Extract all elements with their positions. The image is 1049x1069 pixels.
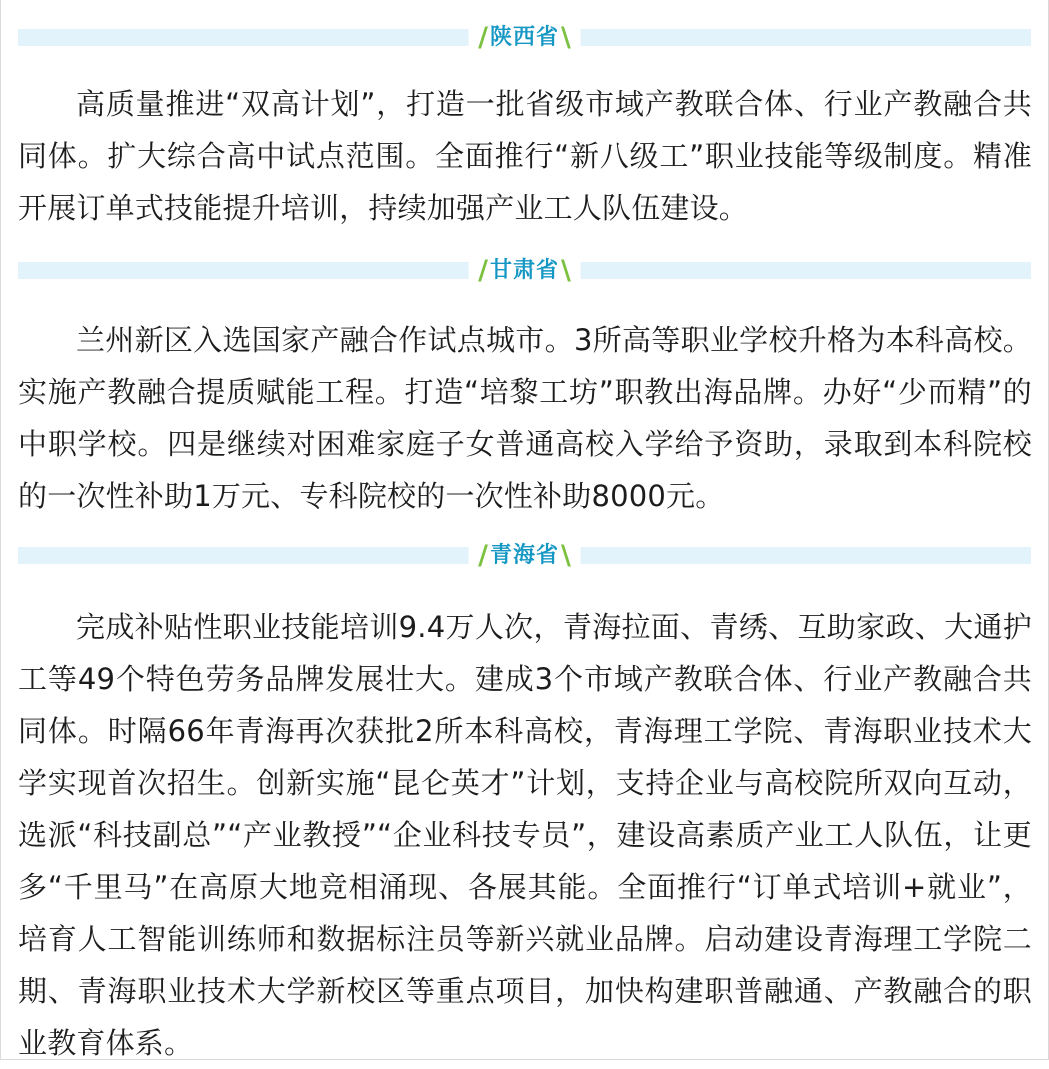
slash-right-icon: \ bbox=[561, 540, 571, 571]
header-title-wrap bbox=[468, 541, 581, 571]
section-header-gansu bbox=[18, 256, 1031, 286]
section-title: 甘肃省 bbox=[489, 258, 560, 283]
section-header-shaanxi bbox=[18, 23, 1031, 53]
slash-right-icon: \ bbox=[561, 255, 571, 286]
section-paragraph-qinghai: 完成补贴性职业技能培训9.4万人次，青海拉面、青绣、互助家政、大通护工等49个特色劳务品牌发展壮大。建成3个市域产教联合体、行业产教融合共同体。时隔66年青海再次获批2所本科高校，青海理工学院、青海职业技术大学实现首次招生。创新实施“昆仑英才”计划，支持企业与高校院所双向互动，选派“科技副总”“产业教授”“企业科技专员”，建设高素质产业工人队伍，让更多“千里马”在高原大地竞相涌现、各展其能。全面推行“订单式培训+就业”，培育人工智能训练师和数据标注员等新兴就业品牌。启动建设青海理工学院二期、青海职业技术大学新校区等重点项目，加快构建职普融通、产教融合的职业教育体系。 bbox=[18, 610, 1032, 1060]
slash-left-icon: / bbox=[478, 255, 488, 286]
section-paragraph-gansu: 兰州新区入选国家产融合作试点城市。3所高等职业学校升格为本科高校。实施产教融合提质赋能工程。打造“培黎工坊”职教出海品牌。办好“少而精”的中职学校。四是继续对困难家庭子女普通高校入学给予资助，录取到本科院校的一次性补助1万元、专科院校的一次性补助8000元。 bbox=[18, 323, 1032, 513]
section-title: 青海省 bbox=[489, 543, 560, 568]
slash-left-icon: / bbox=[478, 22, 488, 53]
header-title-wrap bbox=[468, 23, 581, 53]
slash-right-icon: \ bbox=[561, 22, 571, 53]
slash-left-icon: / bbox=[478, 540, 488, 571]
section-header-qinghai bbox=[18, 541, 1031, 571]
header-title-wrap bbox=[468, 256, 581, 286]
section-paragraph-shaanxi: 高质量推进“双高计划”，打造一批省级市域产教联合体、行业产教融合共同体。扩大综合高中试点范围。全面推行“新八级工”职业技能等级制度。精准开展订单式技能提升培训，持续加强产业工人队伍建设。 bbox=[18, 87, 1032, 225]
section-title: 陕西省 bbox=[489, 25, 560, 50]
